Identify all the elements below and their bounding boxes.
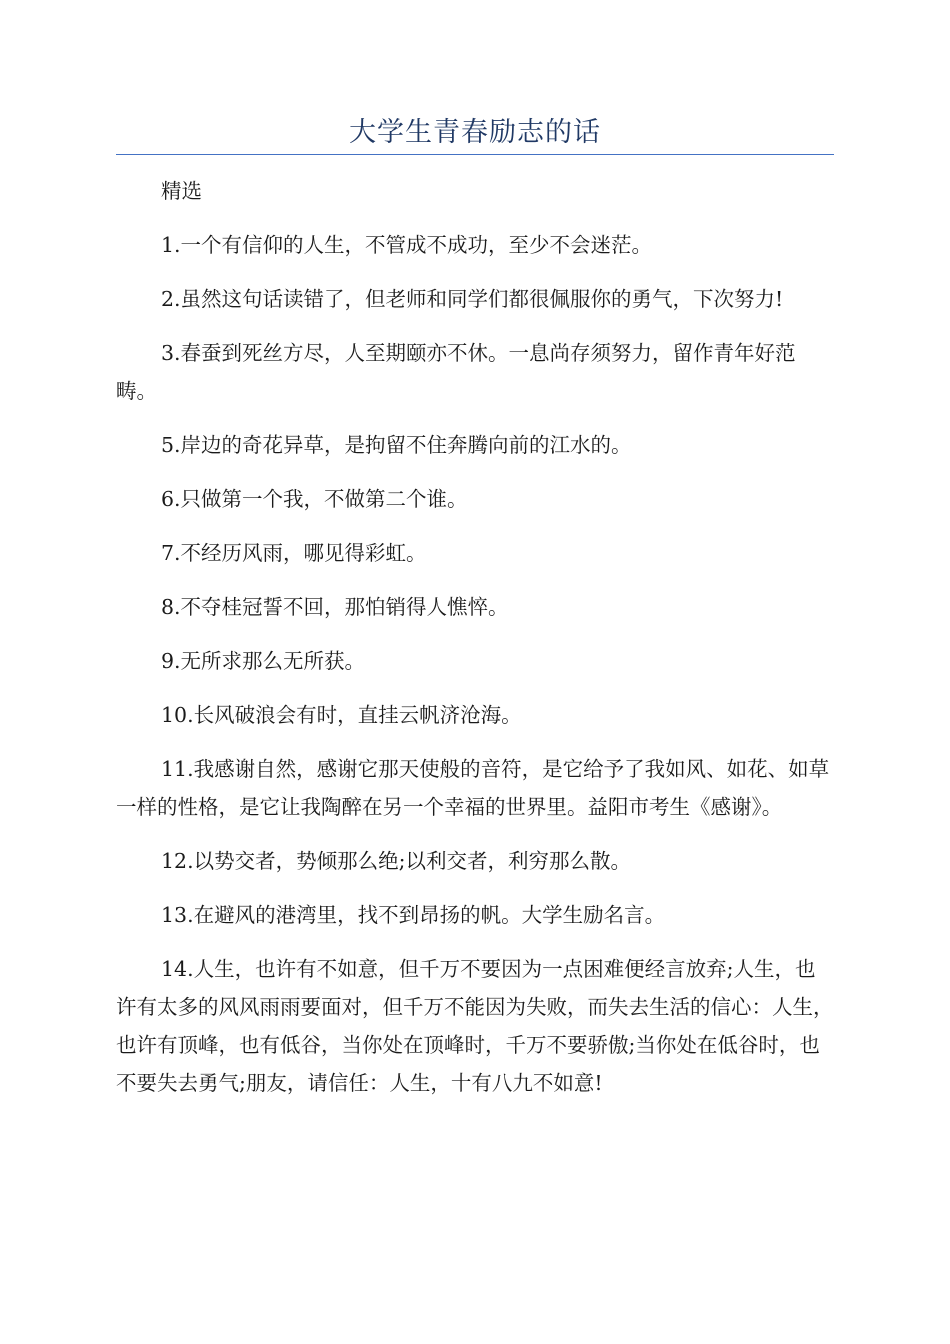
paragraph-5: 5.岸边的奇花异草，是拘留不住奔腾向前的江水的。 <box>161 433 632 457</box>
paragraph-13: 13.在避风的港湾里，找不到昂扬的帆。大学生励名言。 <box>161 903 666 927</box>
paragraph-10: 10.长风破浪会有时，直挂云帆济沧海。 <box>161 703 522 727</box>
paragraph-14: 14.人生，也许有不如意，但千万不要因为一点困难便经言放弃;人生，也许有太多的风风雨雨要面对，但千万不能因为失败，而失去生活的信心：人生，也许有顶峰，也有低谷，当你处在顶峰时，千万不要骄傲;当你处在低谷时，也不要失去勇气;朋友，请信任：人生，十有八九不如意! <box>116 957 834 1095</box>
paragraph-7: 7.不经历风雨，哪见得彩虹。 <box>161 541 427 565</box>
paragraph-1: 1.一个有信仰的人生，不管成不成功，至少不会迷茫。 <box>161 233 653 257</box>
document-title: 大学生青春励志的话 <box>349 117 601 148</box>
paragraph-8: 8.不夺桂冠誓不回，那怕销得人憔悴。 <box>161 595 509 619</box>
paragraph-9: 9.无所求那么无所获。 <box>161 649 366 673</box>
paragraph-11: 11.我感谢自然，感谢它那天使般的音符，是它给予了我如风、如花、如草一样的性格，是它让我陶醉在另一个幸福的世界里。益阳市考生《感谢》。 <box>116 757 830 819</box>
paragraph-6: 6.只做第一个我，不做第二个谁。 <box>161 487 468 511</box>
paragraph-intro: 精选 <box>161 179 202 203</box>
title-underline <box>116 154 834 155</box>
paragraph-12: 12.以势交者，势倾那么绝;以利交者，利穷那么散。 <box>161 849 632 873</box>
document-body <box>116 172 834 1118</box>
paragraph-3: 3.春蚕到死丝方尽，人至期颐亦不休。一息尚存须努力，留作青年好范畴。 <box>116 341 796 403</box>
paragraph-2: 2.虽然这句话读错了，但老师和同学们都很佩服你的勇气，下次努力! <box>161 287 784 311</box>
